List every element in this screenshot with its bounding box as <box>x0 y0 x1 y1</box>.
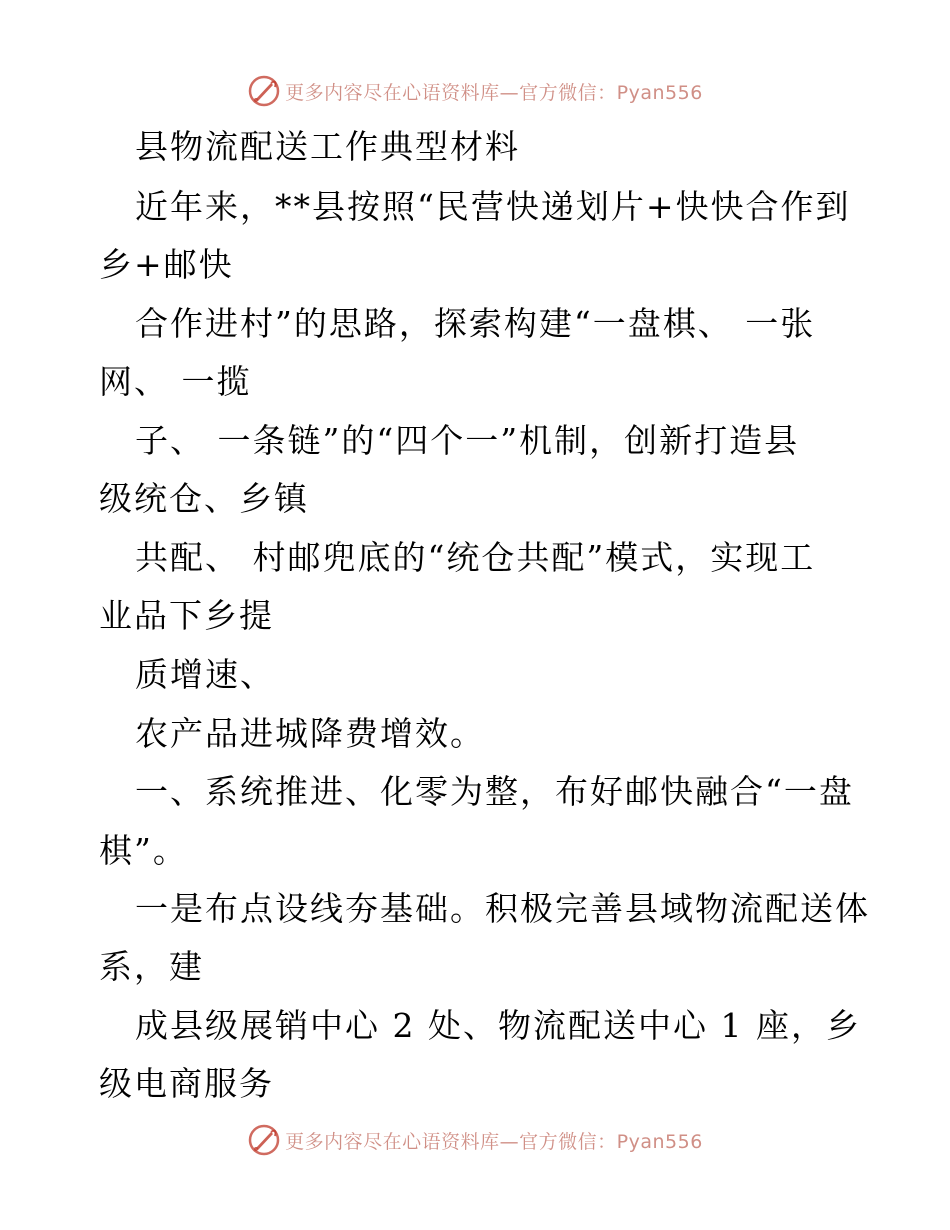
paragraph-line: 级电商服务 <box>99 1064 274 1103</box>
watermark-text: 更多内容尽在心语资料库—官方微信：Pyan556 <box>285 81 703 104</box>
paragraph-line: 业品下乡提 <box>99 596 274 635</box>
paragraph-line: 成县级展销中心 2 处、物流配送中心 1 座，乡 <box>135 1006 861 1045</box>
watermark-header <box>0 71 950 111</box>
paragraph-line: 共配、 村邮兜底的“统仓共配”模式，实现工 <box>135 538 816 577</box>
quill-pen-logo-icon <box>247 1123 281 1157</box>
paragraph-line: 系，建 <box>99 947 204 986</box>
paragraph-line: 乡+邮快 <box>99 245 234 284</box>
document-title: 县物流配送工作典型材料 <box>135 127 520 166</box>
paragraph-line: 合作进村”的思路，探索构建“一盘棋、 一张 <box>135 304 816 343</box>
quill-pen-logo-icon <box>247 74 281 108</box>
section-heading-line: 一、系统推进、化零为整，布好邮快融合“一盘 <box>135 772 854 811</box>
paragraph-line: 级统仓、乡镇 <box>99 479 309 518</box>
paragraph-line: 子、 一条链”的“四个一”机制，创新打造县 <box>135 421 800 460</box>
section-heading-line: 棋”。 <box>99 831 188 870</box>
paragraph-line: 一是布点设线夯基础。积极完善县域物流配送体 <box>135 889 870 928</box>
paragraph-line: 网、 一揽 <box>99 362 252 401</box>
paragraph-line: 农产品进城降费增效。 <box>135 714 485 753</box>
paragraph-line: 近年来，**县按照“民营快递划片+快快合作到 <box>135 187 851 226</box>
paragraph-line: 质增速、 <box>135 655 275 694</box>
watermark-footer <box>0 1120 950 1160</box>
watermark-text: 更多内容尽在心语资料库—官方微信：Pyan556 <box>285 1130 703 1153</box>
